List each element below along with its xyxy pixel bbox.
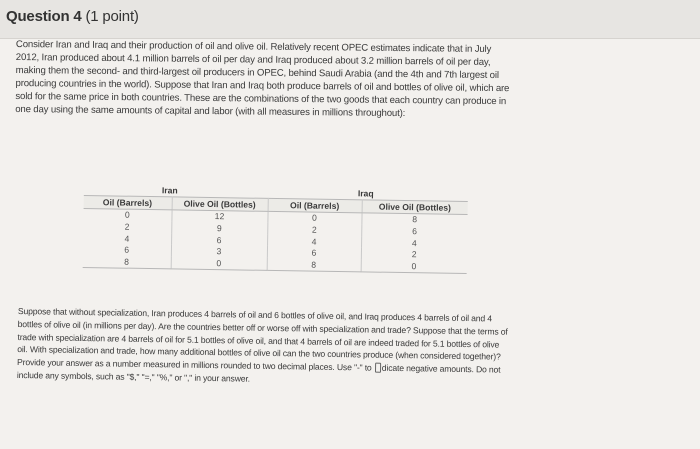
table-cell: 2 xyxy=(267,223,361,236)
question-points: (1 point) xyxy=(85,8,139,25)
production-table xyxy=(83,183,468,274)
question-paragraph xyxy=(17,305,512,390)
table-cell: 6 xyxy=(171,233,267,246)
col-header-iran-oil: Oil (Barrels) xyxy=(84,195,172,209)
table-cell: 6 xyxy=(83,243,171,256)
table-cell: 2 xyxy=(83,220,171,233)
table-cell: 8 xyxy=(83,255,171,268)
col-header-iraq-olive-oil: Olive Oil (Bottles) xyxy=(362,200,468,214)
question-text-part1: Suppose that without specialization, Iran produces 4 barrels of oil and 6 bottles of olive oil, and Iraq produces 4 barrels of oil and 4 bottles of olive oil (in millions per day). Are the countries better off or worse off with specialization and trade? Suppose that the terms of trade with specialization are 4 barrels of oil for 5.1 bottles of olive oil, and that 4 barrels of oil are indeed traded for 5.1 bottles of olive oil. With specialization and trade, how many additional bottles of olive oil can the two countries produce (when considered together)? Provide your answer as a number measured in millions rounded to two decimal places. Use "-" to xyxy=(17,305,508,373)
question-label: Question 4 xyxy=(6,8,82,25)
table-cell: 12 xyxy=(171,209,267,223)
table-cell: 0 xyxy=(361,259,467,273)
table-cell: 4 xyxy=(83,232,171,245)
table-cell: 6 xyxy=(267,246,361,259)
table-cell: 6 xyxy=(412,226,418,237)
table-cell: 0 xyxy=(171,256,267,270)
question-header xyxy=(0,0,700,39)
table-cell: 0 xyxy=(267,211,361,225)
production-table-wrap xyxy=(82,183,468,299)
text-cursor-icon xyxy=(375,363,381,373)
table-cell: 0 xyxy=(83,208,171,221)
col-header-iran-olive-oil: Olive Oil (Bottles) xyxy=(172,197,268,211)
table-cell: 8 xyxy=(412,214,418,225)
table-cell: 8 xyxy=(267,258,361,272)
table-cell: 4 xyxy=(411,237,417,248)
question-text-part2: dicate negative amounts. Do not include any symbols, such as "$," "=," "%," or "," in your answer. xyxy=(16,362,501,384)
col-header-iraq-oil: Oil (Barrels) xyxy=(268,198,362,212)
table-cell: 4 xyxy=(267,235,361,248)
table-cell: 2 xyxy=(411,249,417,260)
country-iraq: Iraq xyxy=(357,188,374,199)
intro-text: Consider Iran and Iraq and their production of oil and olive oil. Relatively recent OPEC estimates indicate that in July 2012, Iran produced about 4.1 million barrels of oil per day and Iraq produced about 3.2 million barrels of oil per day, making them the second- and third-largest oil producers in OPEC, behind Saudi Arabia (and the 4th and 7th largest oil producing countries in the world). Suppose that Iran and Iraq both produce barrels of oil and bottles of olive oil, which are sold for the same price in both countries. These are the combinations of the two goods that each country can produce in one day using the same amounts of capital and labor (with all measures in millions throughout): xyxy=(15,39,510,119)
question-text xyxy=(17,305,512,390)
country-iran: Iran xyxy=(161,185,178,196)
table-cell: 3 xyxy=(171,245,267,258)
question-title xyxy=(6,8,139,25)
table-cell: 9 xyxy=(171,222,267,235)
intro-paragraph xyxy=(15,39,516,122)
